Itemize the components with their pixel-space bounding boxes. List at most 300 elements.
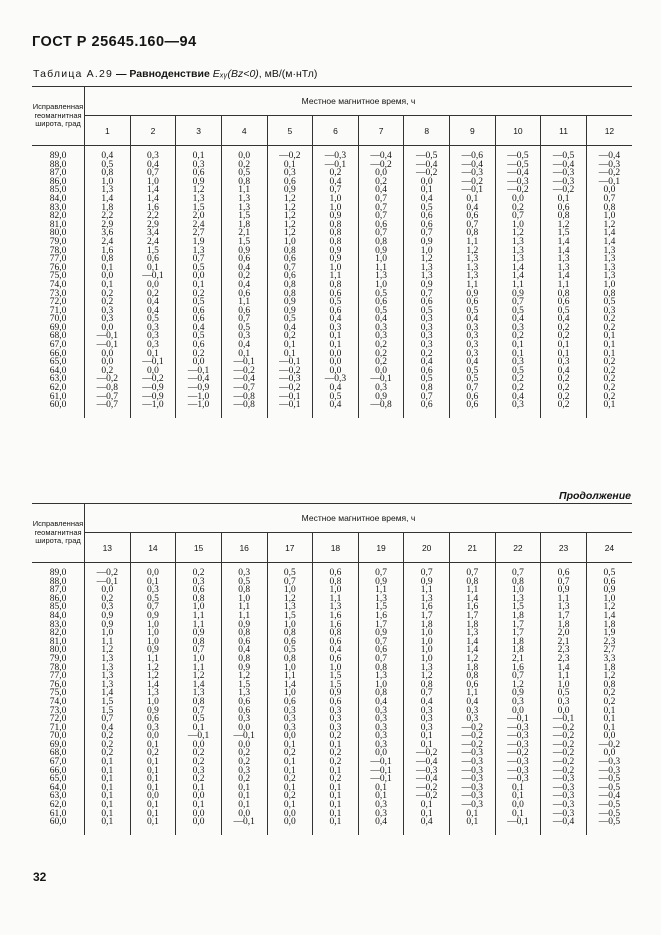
data-table-hours-13-24 [32, 503, 632, 835]
value-cell: 0,8 [176, 595, 222, 604]
value-cell: 0,1 [450, 810, 496, 819]
value-cell: 0,1 [85, 281, 131, 290]
value-cell: 0,1 [313, 801, 359, 810]
value-cell: 0,0 [130, 563, 176, 578]
value-cell: 0,8 [313, 229, 359, 238]
value-cell: 0,0 [176, 741, 222, 750]
value-cell: 0,3 [586, 307, 632, 316]
value-cell: 0,3 [313, 724, 359, 733]
value-cell: 0,3 [85, 603, 131, 612]
value-cell: 0,4 [130, 307, 176, 316]
value-cell: —0,3 [586, 161, 632, 170]
value-cell: 1,3 [358, 595, 404, 604]
value-cell: 0,8 [221, 629, 267, 638]
value-cell: 1,0 [586, 281, 632, 290]
value-cell: 0,3 [541, 358, 587, 367]
latitude-cell: 71,0 [32, 307, 85, 316]
value-cell: 0,4 [221, 281, 267, 290]
value-cell: 0,2 [176, 350, 222, 359]
value-cell: 0,8 [404, 384, 450, 393]
latitude-cell: 81,0 [32, 638, 85, 647]
value-cell: 0,7 [176, 255, 222, 264]
value-cell: 1,1 [450, 689, 496, 698]
value-cell: 1,3 [176, 247, 222, 256]
value-cell: 1,1 [313, 272, 359, 281]
latitude-cell: 62,0 [32, 384, 85, 393]
value-cell: 0,5 [85, 161, 131, 170]
value-cell: 0,9 [586, 586, 632, 595]
value-cell: 0,8 [495, 578, 541, 587]
value-cell: 0,3 [450, 707, 496, 716]
value-cell: 1,4 [130, 681, 176, 690]
value-cell: 0,9 [450, 290, 496, 299]
value-cell: 0,8 [267, 247, 313, 256]
value-cell: 1,0 [85, 178, 131, 187]
value-cell: —0,5 [404, 146, 450, 161]
value-cell: 0,7 [586, 195, 632, 204]
value-cell: 0,9 [221, 621, 267, 630]
latitude-cell: 61,0 [32, 810, 85, 819]
value-cell: —1,0 [130, 401, 176, 418]
value-cell: 0,4 [358, 315, 404, 324]
value-cell: 0,8 [313, 578, 359, 587]
hour-header: 1 [85, 116, 131, 146]
value-cell: 0,8 [541, 290, 587, 299]
hour-header: 22 [495, 533, 541, 563]
value-cell: 0,3 [130, 332, 176, 341]
value-cell: 1,8 [404, 621, 450, 630]
value-cell: 0,3 [495, 401, 541, 418]
value-cell: 1,3 [267, 603, 313, 612]
value-cell: 0,3 [313, 715, 359, 724]
value-cell: —0,3 [495, 732, 541, 741]
value-cell: 1,4 [130, 186, 176, 195]
value-cell: —0,8 [358, 401, 404, 418]
value-cell: 0,1 [130, 758, 176, 767]
value-cell: 1,2 [404, 255, 450, 264]
value-cell: —0,4 [404, 758, 450, 767]
value-cell: 0,5 [495, 367, 541, 376]
value-cell: —0,3 [495, 741, 541, 750]
value-cell: 0,2 [541, 384, 587, 393]
value-cell: —0,3 [495, 758, 541, 767]
value-cell: 0,6 [176, 341, 222, 350]
value-cell: 0,6 [313, 307, 359, 316]
value-cell: 1,4 [85, 689, 131, 698]
value-cell: 0,4 [404, 818, 450, 835]
value-cell: 0,1 [176, 784, 222, 793]
value-cell: —0,2 [450, 178, 496, 187]
latitude-column-header: Исправленная геомагнитная широта, град [32, 504, 85, 563]
value-cell: 0,4 [176, 324, 222, 333]
value-cell: 0,7 [450, 384, 496, 393]
latitude-cell: 63,0 [32, 792, 85, 801]
value-cell: 1,6 [313, 612, 359, 621]
hour-header: 13 [85, 533, 131, 563]
value-cell: 0,0 [176, 272, 222, 281]
value-cell: 0,9 [130, 646, 176, 655]
value-cell: 0,8 [313, 221, 359, 230]
value-cell: 0,0 [221, 724, 267, 733]
value-cell: 1,7 [358, 621, 404, 630]
hour-header: 20 [404, 533, 450, 563]
value-cell: —0,3 [267, 375, 313, 384]
value-cell: 1,3 [495, 247, 541, 256]
value-cell: 0,9 [85, 612, 131, 621]
value-cell: 1,8 [495, 638, 541, 647]
value-cell: 1,1 [221, 612, 267, 621]
latitude-cell: 82,0 [32, 629, 85, 638]
value-cell: 1,0 [130, 698, 176, 707]
value-cell: 1,5 [221, 681, 267, 690]
value-cell: 0,8 [267, 629, 313, 638]
value-cell: —0,2 [541, 741, 587, 750]
value-cell: 1,4 [495, 264, 541, 273]
value-cell: 0,8 [267, 290, 313, 299]
value-cell: 1,1 [450, 238, 496, 247]
value-cell: —0,3 [450, 801, 496, 810]
value-cell: 0,0 [85, 586, 131, 595]
value-cell: 0,1 [130, 741, 176, 750]
value-cell: 0,3 [130, 146, 176, 161]
value-cell: 2,0 [176, 212, 222, 221]
value-cell: 1,2 [176, 186, 222, 195]
value-cell: 0,8 [586, 204, 632, 213]
value-cell: 0,7 [358, 195, 404, 204]
value-cell: 0,4 [85, 146, 131, 161]
value-cell: 0,2 [85, 367, 131, 376]
value-cell: 1,3 [586, 272, 632, 281]
value-cell: 0,2 [221, 775, 267, 784]
hour-header: 9 [450, 116, 496, 146]
value-cell: 0,4 [313, 384, 359, 393]
value-cell: —0,8 [221, 393, 267, 402]
value-cell: 0,6 [450, 681, 496, 690]
value-cell: 0,0 [313, 367, 359, 376]
latitude-cell: 89,0 [32, 563, 85, 578]
value-cell: 0,3 [313, 707, 359, 716]
hour-header: 8 [404, 116, 450, 146]
latitude-cell: 87,0 [32, 169, 85, 178]
value-cell: —0,3 [313, 146, 359, 161]
value-cell: 0,1 [85, 767, 131, 776]
value-cell: 0,4 [450, 698, 496, 707]
value-cell: 0,0 [586, 186, 632, 195]
value-cell: 0,7 [495, 563, 541, 578]
value-cell: 0,5 [404, 375, 450, 384]
value-cell: 1,5 [267, 612, 313, 621]
value-cell: 0,0 [267, 810, 313, 819]
value-cell: —0,2 [541, 732, 587, 741]
value-cell: —0,3 [450, 784, 496, 793]
value-cell: 1,0 [404, 638, 450, 647]
hour-header-row [32, 116, 632, 146]
value-cell: 0,2 [586, 367, 632, 376]
value-cell: 1,3 [450, 272, 496, 281]
value-cell: 0,2 [267, 792, 313, 801]
value-cell: 0,1 [495, 341, 541, 350]
value-cell: 0,3 [358, 810, 404, 819]
value-cell: 0,2 [358, 178, 404, 187]
value-cell: 0,4 [495, 315, 541, 324]
value-cell: 1,3 [176, 689, 222, 698]
value-cell: —0,1 [85, 332, 131, 341]
value-cell: 0,1 [586, 707, 632, 716]
value-cell: 0,7 [450, 221, 496, 230]
value-cell: 1,0 [495, 221, 541, 230]
value-cell: —0,3 [450, 767, 496, 776]
value-cell: 0,8 [450, 578, 496, 587]
value-cell: 0,1 [267, 341, 313, 350]
table-units: , мВ/(м·нТл) [258, 68, 318, 80]
value-cell: 0,3 [358, 724, 404, 733]
value-cell: 1,2 [267, 221, 313, 230]
value-cell: 0,2 [586, 324, 632, 333]
value-cell: 0,9 [541, 586, 587, 595]
latitude-cell: 84,0 [32, 195, 85, 204]
value-cell: 0,0 [267, 818, 313, 835]
value-cell: 0,8 [176, 698, 222, 707]
value-cell: 1,4 [586, 612, 632, 621]
value-cell: 0,8 [267, 655, 313, 664]
value-cell: 1,2 [495, 229, 541, 238]
value-cell: 0,5 [130, 315, 176, 324]
latitude-cell: 82,0 [32, 212, 85, 221]
value-cell: 0,1 [313, 741, 359, 750]
value-cell: 0,1 [267, 801, 313, 810]
value-cell: —0,1 [541, 715, 587, 724]
value-cell: —0,1 [130, 272, 176, 281]
value-cell: 1,1 [358, 264, 404, 273]
value-cell: 1,0 [358, 255, 404, 264]
value-cell: 1,3 [313, 603, 359, 612]
latitude-cell: 70,0 [32, 315, 85, 324]
value-cell: 0,4 [404, 358, 450, 367]
latitude-cell: 68,0 [32, 332, 85, 341]
value-cell: 1,1 [495, 281, 541, 290]
hour-header: 15 [176, 533, 222, 563]
value-cell: 0,9 [313, 212, 359, 221]
value-cell: 0,9 [130, 612, 176, 621]
value-cell: 0,6 [450, 393, 496, 402]
value-cell: —0,8 [85, 384, 131, 393]
value-cell: 0,6 [450, 212, 496, 221]
value-cell: 0,2 [495, 375, 541, 384]
value-cell: 0,4 [495, 393, 541, 402]
value-cell: —0,3 [541, 801, 587, 810]
value-cell: —0,1 [221, 732, 267, 741]
value-cell: 0,6 [358, 298, 404, 307]
value-cell: 0,1 [130, 264, 176, 273]
value-cell: 1,7 [495, 621, 541, 630]
value-cell: 0,2 [358, 358, 404, 367]
value-cell: 0,1 [130, 775, 176, 784]
value-cell: —0,3 [541, 792, 587, 801]
value-cell: 1,7 [541, 612, 587, 621]
value-cell: 1,4 [541, 272, 587, 281]
value-cell: 2,2 [130, 212, 176, 221]
value-cell: 0,5 [267, 646, 313, 655]
value-cell: 0,1 [267, 161, 313, 170]
value-cell: 1,4 [176, 681, 222, 690]
value-cell: 0,4 [267, 324, 313, 333]
value-cell: 0,6 [267, 255, 313, 264]
value-cell: 0,3 [358, 332, 404, 341]
value-cell: 0,6 [176, 315, 222, 324]
value-cell: 0,0 [130, 367, 176, 376]
value-cell: 1,0 [267, 621, 313, 630]
value-cell: —0,2 [541, 186, 587, 195]
value-cell: 0,3 [221, 715, 267, 724]
value-cell: 0,9 [313, 255, 359, 264]
value-cell: —0,9 [130, 384, 176, 393]
value-cell: 0,0 [176, 358, 222, 367]
value-cell: 0,1 [85, 792, 131, 801]
value-cell: 0,6 [221, 698, 267, 707]
value-cell: 1,4 [541, 247, 587, 256]
value-cell: 0,8 [313, 238, 359, 247]
value-cell: 0,8 [358, 238, 404, 247]
value-cell: 0,0 [358, 367, 404, 376]
value-cell: 0,7 [404, 393, 450, 402]
value-cell: 0,1 [586, 715, 632, 724]
value-cell: 1,0 [495, 586, 541, 595]
value-cell: 0,2 [176, 749, 222, 758]
value-cell: 0,2 [404, 350, 450, 359]
value-cell: 1,4 [450, 646, 496, 655]
value-cell: 1,4 [541, 664, 587, 673]
hour-header: 5 [267, 116, 313, 146]
value-cell: 2,3 [541, 646, 587, 655]
value-cell: 0,1 [313, 767, 359, 776]
value-cell: 0,2 [176, 563, 222, 578]
latitude-cell: 60,0 [32, 401, 85, 418]
value-cell: 0,6 [221, 307, 267, 316]
value-cell: 0,7 [358, 655, 404, 664]
value-cell: —0,2 [495, 186, 541, 195]
value-cell: 0,6 [450, 298, 496, 307]
value-cell: —0,4 [404, 161, 450, 170]
value-cell: 1,6 [358, 612, 404, 621]
value-cell: 1,2 [586, 672, 632, 681]
value-cell: 0,1 [404, 741, 450, 750]
value-cell: —0,6 [450, 146, 496, 161]
value-cell: 0,0 [541, 707, 587, 716]
value-cell: 0,5 [358, 290, 404, 299]
value-cell: —0,3 [586, 758, 632, 767]
value-cell: 0,6 [541, 204, 587, 213]
value-cell: 0,1 [267, 350, 313, 359]
value-cell: 1,1 [313, 595, 359, 604]
value-cell: 0,1 [404, 801, 450, 810]
value-cell: 0,3 [85, 315, 131, 324]
latitude-cell: 79,0 [32, 238, 85, 247]
value-cell: 0,9 [221, 664, 267, 673]
value-cell: 1,0 [130, 638, 176, 647]
value-cell: 0,1 [586, 332, 632, 341]
value-cell: —0,2 [450, 732, 496, 741]
value-cell: 0,2 [85, 290, 131, 299]
value-cell: 0,7 [85, 715, 131, 724]
value-cell: 0,0 [313, 358, 359, 367]
latitude-cell: 62,0 [32, 801, 85, 810]
value-cell: 0,2 [313, 169, 359, 178]
value-cell: 0,0 [85, 358, 131, 367]
value-cell: 1,4 [586, 238, 632, 247]
value-cell: 1,0 [313, 204, 359, 213]
value-cell: —0,1 [221, 818, 267, 835]
value-cell: 2,4 [176, 221, 222, 230]
value-cell: 0,1 [495, 784, 541, 793]
table-row [32, 818, 632, 835]
value-cell: 0,6 [358, 646, 404, 655]
value-cell: 1,8 [495, 646, 541, 655]
value-cell: 0,2 [221, 749, 267, 758]
value-cell: 0,1 [85, 784, 131, 793]
value-cell: 1,1 [541, 595, 587, 604]
value-cell: 0,2 [586, 393, 632, 402]
value-cell: 1,2 [267, 595, 313, 604]
value-cell: 1,3 [450, 255, 496, 264]
value-cell: 1,6 [85, 247, 131, 256]
value-cell: 1,3 [450, 264, 496, 273]
value-cell: —0,2 [130, 375, 176, 384]
value-cell: —0,7 [221, 384, 267, 393]
value-cell: 1,5 [495, 603, 541, 612]
value-cell: 0,3 [358, 801, 404, 810]
value-cell: 0,5 [313, 393, 359, 402]
value-cell: —0,1 [267, 401, 313, 418]
value-cell: 1,8 [495, 612, 541, 621]
hour-header: 6 [313, 116, 359, 146]
latitude-cell: 73,0 [32, 290, 85, 299]
value-cell: 0,9 [495, 290, 541, 299]
value-cell: 0,2 [495, 204, 541, 213]
value-cell: 1,4 [130, 195, 176, 204]
value-cell: 0,1 [176, 801, 222, 810]
value-cell: 1,3 [586, 255, 632, 264]
value-cell: 0,5 [450, 367, 496, 376]
value-cell: 0,4 [313, 178, 359, 187]
value-cell: 0,2 [541, 324, 587, 333]
time-span-header: Местное магнитное время, ч [85, 504, 633, 533]
value-cell: —0,4 [176, 375, 222, 384]
value-cell: —0,2 [85, 563, 131, 578]
value-cell: 0,1 [541, 341, 587, 350]
value-cell: 1,3 [404, 595, 450, 604]
value-cell: 0,4 [85, 724, 131, 733]
value-cell: 0,8 [404, 681, 450, 690]
value-cell: 0,8 [221, 178, 267, 187]
value-cell: —0,3 [541, 169, 587, 178]
value-cell: 0,4 [221, 341, 267, 350]
table-row [32, 401, 632, 418]
value-cell: 1,4 [586, 229, 632, 238]
value-cell: —0,1 [358, 767, 404, 776]
value-cell: 0,1 [176, 724, 222, 733]
value-cell: —0,4 [541, 818, 587, 835]
value-cell: —0,7 [85, 401, 131, 418]
value-cell: —0,4 [586, 146, 632, 161]
latitude-cell: 88,0 [32, 161, 85, 170]
value-cell: 1,3 [541, 255, 587, 264]
value-cell: 0,5 [404, 307, 450, 316]
value-cell: 0,3 [495, 324, 541, 333]
document-header: ГОСТ Р 25645.160—94 [32, 34, 197, 50]
value-cell: 0,7 [130, 169, 176, 178]
value-cell: 0,9 [130, 707, 176, 716]
value-cell: 1,8 [85, 204, 131, 213]
